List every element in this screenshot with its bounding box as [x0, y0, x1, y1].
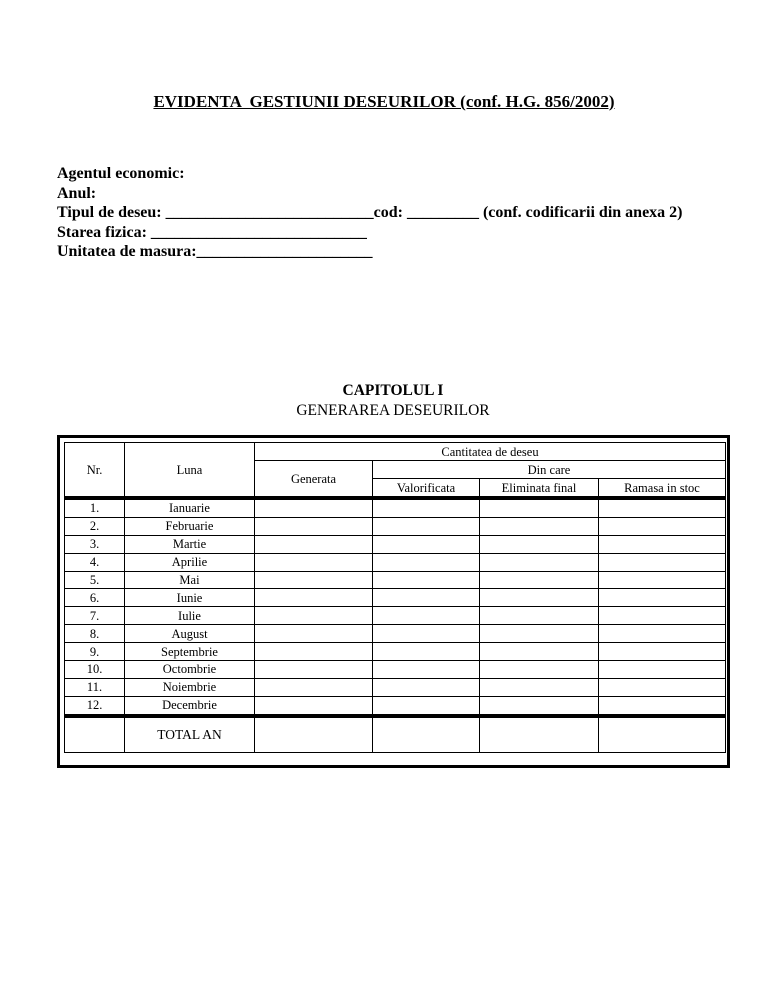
- row-nr: 8.: [65, 625, 125, 643]
- row-month: Iulie: [125, 607, 255, 625]
- row-valorificata-cell: [373, 625, 480, 643]
- row-generata-cell: [255, 589, 373, 607]
- total-generata-cell: [255, 716, 373, 753]
- table-row: [65, 517, 726, 535]
- row-month: Octombrie: [125, 661, 255, 679]
- row-nr: 12.: [65, 696, 125, 715]
- document-title: EVIDENTA GESTIUNII DESEURILOR (conf. H.G. 856/2002): [153, 92, 615, 111]
- row-ramasa-cell: [599, 517, 726, 535]
- row-generata-cell: [255, 517, 373, 535]
- row-generata-cell: [255, 696, 373, 715]
- row-ramasa-cell: [599, 535, 726, 553]
- row-generata-cell: [255, 625, 373, 643]
- row-ramasa-cell: [599, 553, 726, 571]
- header-nr: Nr.: [65, 443, 125, 499]
- row-valorificata-cell: [373, 678, 480, 696]
- table-row: [65, 571, 726, 589]
- row-valorificata-cell: [373, 661, 480, 679]
- chapter-title: GENERAREA DESEURILOR: [296, 402, 490, 419]
- row-nr: 10.: [65, 661, 125, 679]
- row-ramasa-cell: [599, 589, 726, 607]
- row-eliminata-cell: [480, 571, 599, 589]
- row-month: Decembrie: [125, 696, 255, 715]
- row-month: Septembrie: [125, 643, 255, 661]
- row-eliminata-cell: [480, 517, 599, 535]
- total-row: [65, 716, 726, 753]
- header-eliminata: Eliminata final: [480, 479, 599, 499]
- row-eliminata-cell: [480, 625, 599, 643]
- row-generata-cell: [255, 643, 373, 661]
- field-physical-state: Starea fizica: ___________________________: [57, 223, 367, 241]
- row-ramasa-cell: [599, 571, 726, 589]
- row-valorificata-cell: [373, 643, 480, 661]
- row-ramasa-cell: [599, 661, 726, 679]
- field-agent: Agentul economic:: [57, 165, 185, 182]
- row-ramasa-cell: [599, 498, 726, 517]
- row-eliminata-cell: [480, 696, 599, 715]
- waste-table: [64, 442, 726, 753]
- row-nr: 2.: [65, 517, 125, 535]
- table-row: [65, 643, 726, 661]
- row-month: Iunie: [125, 589, 255, 607]
- total-label: TOTAL AN: [125, 716, 255, 753]
- row-eliminata-cell: [480, 678, 599, 696]
- row-generata-cell: [255, 553, 373, 571]
- row-ramasa-cell: [599, 696, 726, 715]
- table-row: [65, 498, 726, 517]
- row-valorificata-cell: [373, 607, 480, 625]
- row-nr: 4.: [65, 553, 125, 571]
- row-ramasa-cell: [599, 643, 726, 661]
- row-valorificata-cell: [373, 696, 480, 715]
- row-eliminata-cell: [480, 589, 599, 607]
- header-fields: [57, 164, 683, 262]
- total-valorificata-cell: [373, 716, 480, 753]
- header-valorificata: Valorificata: [373, 479, 480, 499]
- waste-table-frame: [57, 435, 730, 768]
- table-row: [65, 661, 726, 679]
- table-row: [65, 553, 726, 571]
- row-month: Martie: [125, 535, 255, 553]
- row-valorificata-cell: [373, 571, 480, 589]
- header-generata: Generata: [255, 461, 373, 499]
- table-row: [65, 625, 726, 643]
- row-ramasa-cell: [599, 607, 726, 625]
- row-ramasa-cell: [599, 678, 726, 696]
- field-waste-type: Tipul de deseu: __________________________cod: _________ (conf. codificarii din anexa 2): [57, 204, 683, 221]
- total-nr-cell: [65, 716, 125, 753]
- row-generata-cell: [255, 571, 373, 589]
- row-valorificata-cell: [373, 517, 480, 535]
- header-cantitatea: Cantitatea de deseu: [255, 443, 726, 461]
- row-month: August: [125, 625, 255, 643]
- row-generata-cell: [255, 607, 373, 625]
- row-nr: 9.: [65, 643, 125, 661]
- row-month: Mai: [125, 571, 255, 589]
- row-generata-cell: [255, 535, 373, 553]
- field-year: Anul:: [57, 184, 97, 202]
- row-generata-cell: [255, 661, 373, 679]
- header-luna: Luna: [125, 443, 255, 499]
- row-valorificata-cell: [373, 498, 480, 517]
- row-nr: 7.: [65, 607, 125, 625]
- table-row: [65, 696, 726, 715]
- total-eliminata-cell: [480, 716, 599, 753]
- table-row: [65, 607, 726, 625]
- table-row: [65, 678, 726, 696]
- header-ramasa: Ramasa in stoc: [599, 479, 726, 499]
- row-nr: 11.: [65, 678, 125, 696]
- row-month: Ianuarie: [125, 498, 255, 517]
- row-eliminata-cell: [480, 661, 599, 679]
- row-month: Aprilie: [125, 553, 255, 571]
- field-unit: Unitatea de masura:______________________: [57, 243, 373, 260]
- row-ramasa-cell: [599, 625, 726, 643]
- total-ramasa-cell: [599, 716, 726, 753]
- row-nr: 3.: [65, 535, 125, 553]
- row-eliminata-cell: [480, 535, 599, 553]
- row-valorificata-cell: [373, 535, 480, 553]
- row-valorificata-cell: [373, 553, 480, 571]
- row-eliminata-cell: [480, 498, 599, 517]
- row-eliminata-cell: [480, 607, 599, 625]
- row-nr: 1.: [65, 498, 125, 517]
- row-eliminata-cell: [480, 643, 599, 661]
- chapter-heading: [0, 381, 768, 421]
- table-row: [65, 535, 726, 553]
- row-nr: 6.: [65, 589, 125, 607]
- row-eliminata-cell: [480, 553, 599, 571]
- chapter-number: CAPITOLUL I: [342, 382, 444, 399]
- row-generata-cell: [255, 678, 373, 696]
- header-din-care: Din care: [373, 461, 726, 479]
- row-valorificata-cell: [373, 589, 480, 607]
- row-generata-cell: [255, 498, 373, 517]
- table-row: [65, 589, 726, 607]
- row-month: Noiembrie: [125, 678, 255, 696]
- row-nr: 5.: [65, 571, 125, 589]
- row-month: Februarie: [125, 517, 255, 535]
